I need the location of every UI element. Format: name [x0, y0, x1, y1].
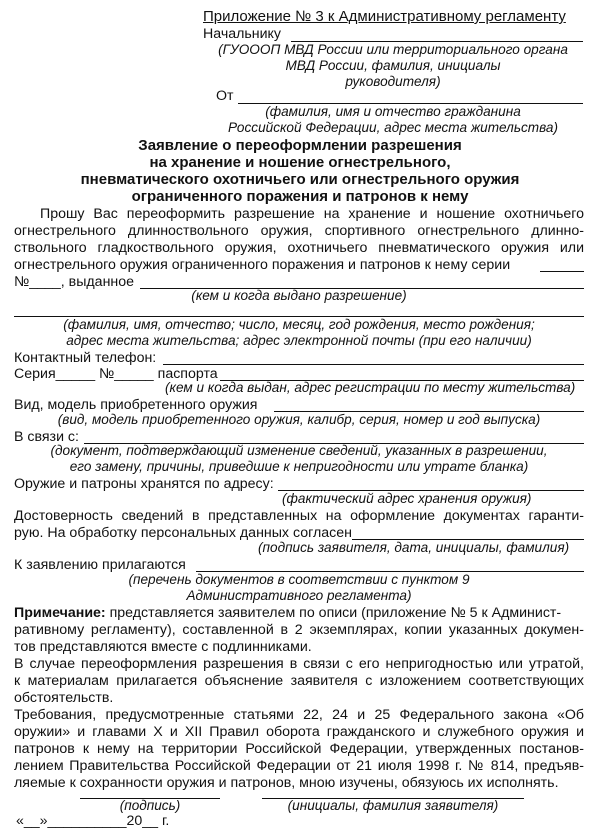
from-caption-2: Российской Федерации, адрес места жительства): [228, 120, 558, 135]
loss-line-1: В случае переоформления разрешения в связи с его непригодностью или утратой,: [14, 656, 584, 672]
storage-label: Оружие и патроны хранятся по адресу:: [14, 476, 274, 492]
phone-label: Контактный телефон:: [14, 350, 157, 366]
passport-caption: (кем и когда выдан, адрес регистрации по месту жительства): [165, 380, 576, 395]
name-caption: (инициалы, фамилия заявителя): [287, 798, 499, 813]
person-caption-1: (фамилия, имя, отчество; число, месяц, год рождения, место рождения;: [63, 317, 535, 332]
note-text: представляется заявителем по описи (приложение № 5 к Админист-: [105, 605, 562, 621]
storage-caption: (фактический адрес хранения оружия): [282, 491, 532, 506]
consent-caption: (подпись заявителя, дата, инициалы, фамилия): [258, 540, 570, 555]
reason-label: В связи с:: [14, 429, 79, 445]
note-line-2: ративному регламенту), составленной в 2 экземплярах, копии указанных докумен-: [14, 622, 584, 638]
to-caption-1: (ГУОООП МВД России или территориального органа: [218, 42, 568, 57]
title-line-1: Заявление о переоформлении разрешения: [138, 137, 462, 154]
from-label: От: [216, 88, 234, 104]
from-caption-1: (фамилия, имя и отчество гражданина: [265, 104, 521, 119]
attach-caption-2: Административного регламента): [186, 588, 412, 603]
signature-caption: (подпись): [119, 798, 181, 813]
request-line-3: ствольного гладкоствольного оружия, охотничьего пневматического оружия или: [14, 240, 584, 256]
loss-line-2: к материалам прилагается объяснение заявителя с изложением соответствующих: [14, 673, 584, 689]
title-line-2: на хранение и ношение огнестрельного,: [149, 154, 451, 171]
law-line-3: патронов к нему на территории Российской Федерации, утвержденных постанов-: [14, 741, 584, 757]
title-line-3: пневматического охотничьего или огнестрельного оружия: [80, 171, 520, 188]
series-line: [540, 271, 584, 272]
consent-line-1: Достоверность сведений в представленных на оформление документах гаранти-: [14, 508, 584, 524]
weapon-label: Вид, модель приобретенного оружия: [14, 397, 258, 413]
note-heading: Примечание:: [14, 605, 106, 621]
request-line-1: Прошу Вас переоформить разрешение на хранение и ношение охотничьего: [40, 206, 584, 222]
consent-line-2: рую. На обработку персональных данных согласен: [14, 525, 352, 541]
to-caption-3: руководителя): [345, 74, 441, 89]
law-line-1: Требования, предусмотренные статьями 22, 24 и 25 Федерального закона «Об: [14, 707, 584, 723]
note-line-1: [14, 605, 561, 622]
note-line-3: тов представляются вместе с подлинниками.: [14, 639, 312, 655]
loss-line-3: обстоятельств.: [14, 690, 114, 706]
law-line-2: оружии» и главами X и XII Правил оборота гражданского и служебного оружия и: [14, 724, 584, 740]
request-line-4: огнестрельного оружия ограниченного поражения и патронов к нему серии: [14, 257, 511, 273]
law-line-4: лением Правительства Российской Федерации от 21 июля 1998 г. № 814, предъяв-: [14, 758, 584, 774]
law-line-5: ляемые к сохранности оружия и патронов, мною изучены, обязуюсь их исполнять.: [14, 775, 559, 791]
attach-label: К заявлению прилагаются: [14, 557, 186, 573]
request-line-2: огнестрельного длинноствольного оружия, спортивного огнестрельного длинно-: [14, 223, 584, 239]
phone-line: [163, 364, 584, 365]
weapon-caption: (вид, модель приобретенного оружия, калибр, серия, номер и год выпуска): [57, 412, 541, 427]
to-label: Начальнику: [203, 26, 281, 42]
passport-label: Серия_____ №_____ паспорта: [14, 366, 218, 382]
appendix-reference: Приложение № 3 к Административному регламенту: [203, 8, 566, 25]
reason-caption-1: (документ, подтверждающий изменение сведений, указанных в разрешении,: [50, 443, 548, 458]
date-line: «__»__________20__ г.: [16, 813, 170, 829]
permit-caption: (кем и когда выдано разрешение): [191, 288, 407, 303]
to-caption-2: МВД России, фамилия, инициалы: [285, 58, 501, 73]
attach-caption-1: (перечень документов в соответствии с пунктом 9: [128, 572, 470, 587]
reason-caption-2: его замену, причины, приведшие к непригодности или утрате бланка): [69, 459, 529, 474]
title-line-4: ограниченного поражения и патронов к нему: [131, 188, 469, 205]
number-label: №____, выданное: [14, 274, 135, 290]
person-caption-2: адрес места жительства; адрес электронной почты (при его наличии): [66, 333, 532, 348]
